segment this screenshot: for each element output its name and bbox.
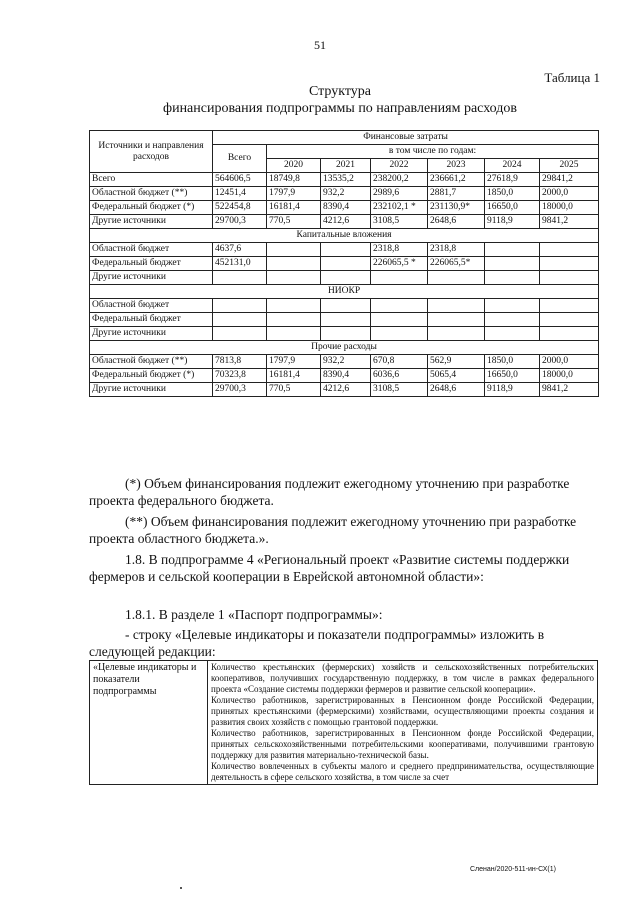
cell-total: 4637,6 — [213, 243, 267, 257]
cell-value: 16650,0 — [485, 369, 540, 383]
cell-value — [428, 271, 485, 285]
cell-value: 18000,0 — [540, 369, 599, 383]
cell-value: 4212,6 — [321, 215, 371, 229]
cell-value — [321, 243, 371, 257]
row-label: Областной бюджет — [90, 299, 213, 313]
cell-value — [485, 243, 540, 257]
row-label: Другие источники — [90, 327, 213, 341]
cell-value: 9841,2 — [540, 215, 599, 229]
cell-total: 12451,4 — [213, 187, 267, 201]
cell-value: 3108,5 — [371, 215, 428, 229]
cell-total: 70323,8 — [213, 369, 267, 383]
cell-value: 18749,8 — [267, 173, 321, 187]
section-row — [90, 285, 599, 299]
indicators-list — [208, 661, 598, 785]
section-row — [90, 341, 599, 355]
cell-value — [267, 257, 321, 271]
table-row — [90, 257, 599, 271]
cell-value: 4212,6 — [321, 383, 371, 397]
note-federal: (*) Объем финансирования подлежит ежегодному уточнению при разработке проекта федерального бюджета. — [89, 476, 570, 508]
cell-value: 562,9 — [428, 355, 485, 369]
cell-value: 16181,4 — [267, 369, 321, 383]
table-label: Таблица 1 — [544, 70, 600, 85]
section-title-niokr: НИОКР — [90, 285, 599, 299]
note-regional: (**) Объем финансирования подлежит ежегодному уточнению при разработке проекта областного бюджета.». — [89, 514, 577, 546]
cell-value — [540, 257, 599, 271]
financing-table — [89, 130, 599, 397]
cell-value: 9118,9 — [485, 215, 540, 229]
cell-total: 522454,8 — [213, 201, 267, 215]
indicator-item: Количество вовлеченных в субъекты малого и среднего предпринимательства, осуществляющие деятельность в сфере сельского хозяйства, в том числе за счет — [211, 761, 594, 782]
cell-total — [213, 271, 267, 285]
cell-value: 232102,1 * — [371, 201, 428, 215]
cell-total: 452131,0 — [213, 257, 267, 271]
header-year: 2024 — [485, 159, 540, 173]
row-label: Областной бюджет — [90, 243, 213, 257]
cell-value: 1797,9 — [267, 187, 321, 201]
row-label: Всего — [90, 173, 213, 187]
table-row — [90, 201, 599, 215]
cell-value — [267, 243, 321, 257]
cell-value: 2318,8 — [428, 243, 485, 257]
cell-value: 16181,4 — [267, 201, 321, 215]
cell-value: 2881,7 — [428, 187, 485, 201]
table-title-line2: финансирования подпрограммы по направлениям расходов — [163, 101, 517, 116]
row-label: Другие источники — [90, 383, 213, 397]
header-total: Всего — [213, 145, 267, 173]
table-row — [90, 383, 599, 397]
item-1-8: 1.8. В подпрограмме 4 «Региональный проект «Развитие системы поддержки фермеров и сельской кооперации в Еврейской автономной области»: — [89, 552, 570, 584]
header-year: 2021 — [321, 159, 371, 173]
cell-total: 7813,8 — [213, 355, 267, 369]
table-row — [90, 187, 599, 201]
row-label: Федеральный бюджет (*) — [90, 369, 213, 383]
section-title-other: Прочие расходы — [90, 341, 599, 355]
header-year: 2025 — [540, 159, 599, 173]
cell-value: 932,2 — [321, 355, 371, 369]
indicators-table — [89, 660, 598, 785]
cell-value: 1850,0 — [485, 187, 540, 201]
cell-value — [485, 257, 540, 271]
cell-value: 2648,6 — [428, 215, 485, 229]
row-label: Областной бюджет (**) — [90, 187, 213, 201]
cell-value: 2000,0 — [540, 187, 599, 201]
table-row — [90, 355, 599, 369]
cell-value: 2989,6 — [371, 187, 428, 201]
cell-value — [540, 243, 599, 257]
cell-value — [267, 271, 321, 285]
cell-value: 18000,0 — [540, 201, 599, 215]
item-1-8-1: 1.8.1. В разделе 1 «Паспорт подпрограммы»: — [125, 607, 383, 622]
cell-value: 231130,9* — [428, 201, 485, 215]
cell-value: 27618,9 — [485, 173, 540, 187]
cell-value: 8390,4 — [321, 369, 371, 383]
cell-value: 236661,2 — [428, 173, 485, 187]
cell-value: 13535,2 — [321, 173, 371, 187]
header-by-years: в том числе по годам: — [267, 145, 599, 159]
cell-value: 2648,6 — [428, 383, 485, 397]
page-number: 51 — [314, 38, 326, 52]
table-title-line1: Структура — [308, 84, 372, 99]
row-label: Федеральный бюджет (*) — [90, 201, 213, 215]
cell-value: 9118,9 — [485, 383, 540, 397]
table-row — [90, 327, 599, 341]
cell-value: 770,5 — [267, 215, 321, 229]
cell-total: 564606,5 — [213, 173, 267, 187]
header-sources: Источники и направления расходов — [90, 131, 213, 173]
cell-value: 5065,4 — [428, 369, 485, 383]
cell-value — [540, 271, 599, 285]
header-financial: Финансовые затраты — [213, 131, 599, 145]
header-year: 2022 — [371, 159, 428, 173]
cell-value: 1797,9 — [267, 355, 321, 369]
cell-value: 16650,0 — [485, 201, 540, 215]
cell-value: 9841,2 — [540, 383, 599, 397]
cell-total: 29700,3 — [213, 215, 267, 229]
cell-value — [485, 271, 540, 285]
table-row — [90, 215, 599, 229]
instruction-text: - строку «Целевые индикаторы и показатели подпрограммы» изложить в следующей редакции: — [89, 627, 545, 659]
indicator-item: Количество работников, зарегистрированных в Пенсионном фонде Российской Федерации, принятых крестьянскими (фермерскими) хозяйствами, осуществляющими проекты создания и развития своих хозяйств с помощью грантовой поддержки. — [211, 695, 594, 727]
indicator-item: Количество работников, зарегистрированных в Пенсионном фонде Российской Федерации, принятых сельскохозяйственными потребительскими кооперативами, получившими грантовую поддержку для развития материально-технической базы. — [211, 728, 594, 760]
scan-speck — [180, 887, 182, 889]
row-label: Другие источники — [90, 271, 213, 285]
cell-value: 670,8 — [371, 355, 428, 369]
row-label: Областной бюджет (**) — [90, 355, 213, 369]
row-label: Федеральный бюджет — [90, 313, 213, 327]
table-row — [90, 369, 599, 383]
row-label: Федеральный бюджет — [90, 257, 213, 271]
section-row — [90, 229, 599, 243]
indicator-item: Количество крестьянских (фермерских) хозяйств и сельскохозяйственных потребительских кооперативов, получивших государственную поддержку, в том числе в рамках федерального проекта «Создание системы поддержки фермеров и развитие сельской кооперации». — [211, 662, 594, 694]
footer-document-code: Сленан/2020-511-ин-СХ(1) — [470, 866, 556, 873]
cell-value: 2000,0 — [540, 355, 599, 369]
section-title-capital: Капитальные вложения — [90, 229, 599, 243]
header-year: 2020 — [267, 159, 321, 173]
indicators-label: «Целевые индикаторы и показатели подпрограммы — [90, 661, 208, 785]
cell-value — [371, 271, 428, 285]
cell-value — [321, 271, 371, 285]
cell-value: 8390,4 — [321, 201, 371, 215]
cell-value: 3108,5 — [371, 383, 428, 397]
cell-value: 6036,6 — [371, 369, 428, 383]
cell-value: 932,2 — [321, 187, 371, 201]
cell-value: 1850,0 — [485, 355, 540, 369]
cell-value: 238200,2 — [371, 173, 428, 187]
table-row — [90, 299, 599, 313]
cell-value: 226065,5* — [428, 257, 485, 271]
cell-value: 226065,5 * — [371, 257, 428, 271]
cell-value: 770,5 — [267, 383, 321, 397]
cell-value: 29841,2 — [540, 173, 599, 187]
table-row — [90, 313, 599, 327]
cell-total: 29700,3 — [213, 383, 267, 397]
table-row — [90, 271, 599, 285]
table-row — [90, 243, 599, 257]
cell-value: 2318,8 — [371, 243, 428, 257]
table-row — [90, 173, 599, 187]
cell-value — [321, 257, 371, 271]
row-label: Другие источники — [90, 215, 213, 229]
header-year: 2023 — [428, 159, 485, 173]
